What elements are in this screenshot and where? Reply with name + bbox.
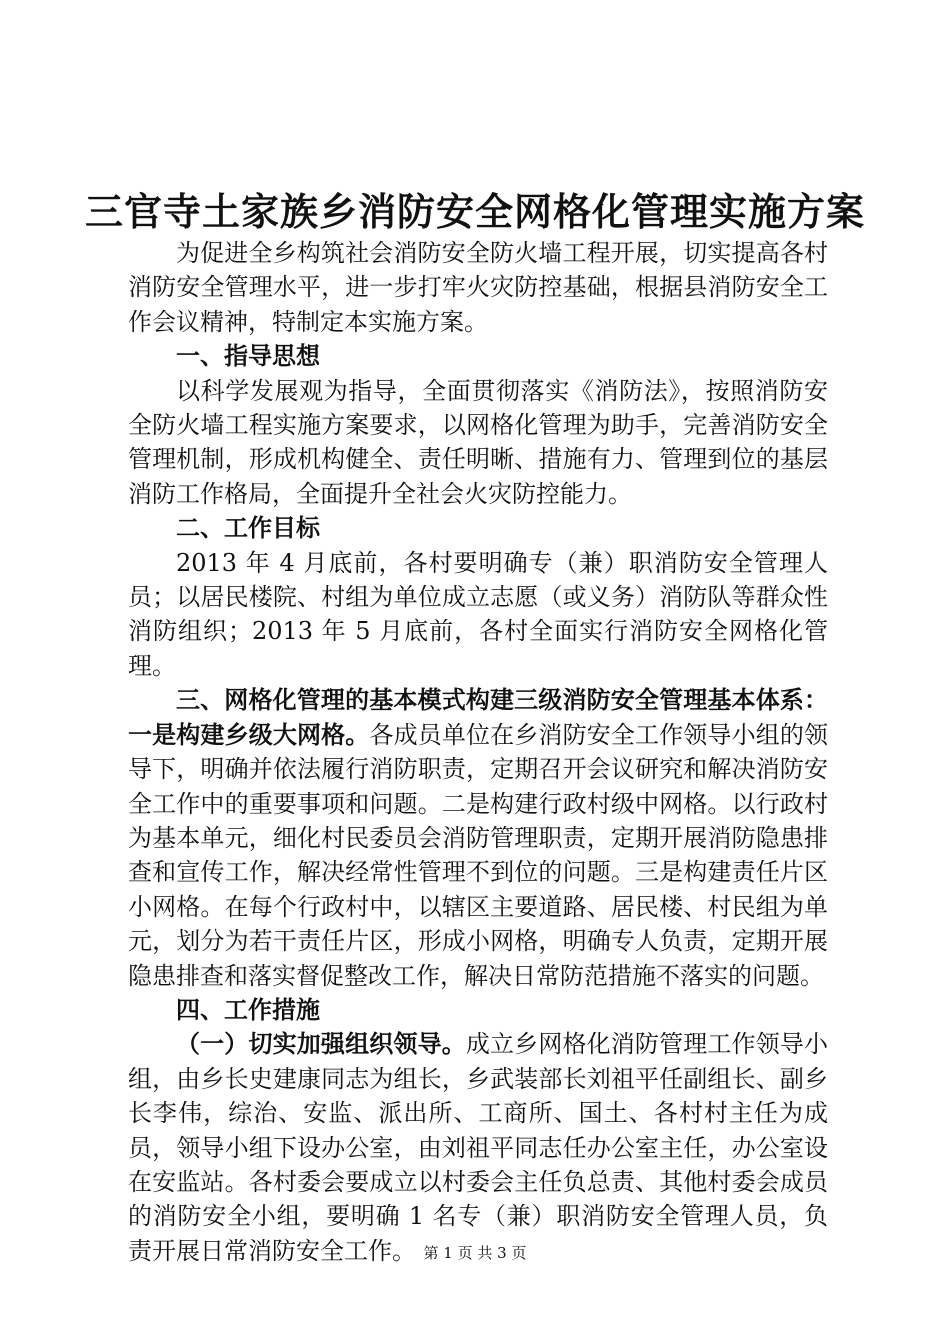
subsection-heading-organization: （一）切实加强组织领导。: [176, 1030, 466, 1059]
intro-paragraph: 为促进全乡构筑社会消防安全防火墙工程开展，切实提高各村消防安全管理水平，进一步打牢火灾防控基础，根据县消防安全工作会议精神，特制定本实施方案。: [128, 239, 828, 336]
section-paragraph-grid-model: [128, 683, 828, 993]
section-heading-guiding-ideology: 一、指导思想: [176, 342, 320, 371]
section-paragraph-organization: [128, 1027, 828, 1268]
section-heading-work-goals: 二、工作目标: [176, 514, 320, 543]
document-body: [128, 236, 828, 1268]
section-paragraph-guiding-ideology: 以科学发展观为指导，全面贯彻落实《消防法》，按照消防安全防火墙工程实施方案要求，以网格化管理为助手，完善消防安全管理机制，形成机构健全、责任明晰、措施有力、管理到位的基层消防工作格局，全面提升全社会火灾防控能力。: [128, 376, 828, 508]
page-number-footer: 第 1 页 共 3 页: [423, 1244, 527, 1262]
section-paragraph-work-goals: 2013 年 4 月底前，各村要明确专（兼）职消防安全管理人员；以居民楼院、村组为单位成立志愿（或义务）消防队等群众性消防组织；2013 年 5 月底前，各村全面实行消防安全网格化管理。: [128, 548, 828, 680]
section-heading-grid-model: 三、网格化管理的基本模式构建三级消防安全管理基本体系：一是构建乡级大网格。: [128, 686, 828, 749]
section-text-grid-model: 各成员单位在乡消防安全工作领导小组的领导下，明确并依法履行消防职责，定期召开会议研究和解决消防安全工作中的重要事项和问题。二是构建行政村级中网格。以行政村为基本单元，细化村民委员会消防管理职责，定期开展消防隐患排查和宣传工作，解决经常性管理不到位的问题。三是构建责任片区小网格。在每个行政村中，以辖区主要道路、居民楼、村民组为单元，划分为若干责任片区，形成小网格，明确专人负责，定期开展隐患排查和落实督促整改工作，解决日常防范措施不落实的问题。: [128, 720, 829, 990]
section-heading-work-measures: 四、工作措施: [176, 995, 320, 1024]
document-title: 三官寺土家族乡消防安全网格化管理实施方案: [84, 190, 865, 234]
subsection-text-organization: 成立乡网格化消防管理工作领导小组，由乡长史建康同志为组长，乡武装部长刘祖平任副组长、副乡长李伟，综治、安监、派出所、工商所、国土、各村村主任为成员，领导小组下设办公室，由刘祖平同志任办公室主任，办公室设在安监站。各村委会要成立以村委会主任负总责、其他村委会成员的消防安全小组，要明确 1 名专（兼）职消防安全管理人员，负责开展日常消防安全工作。: [128, 1030, 829, 1265]
